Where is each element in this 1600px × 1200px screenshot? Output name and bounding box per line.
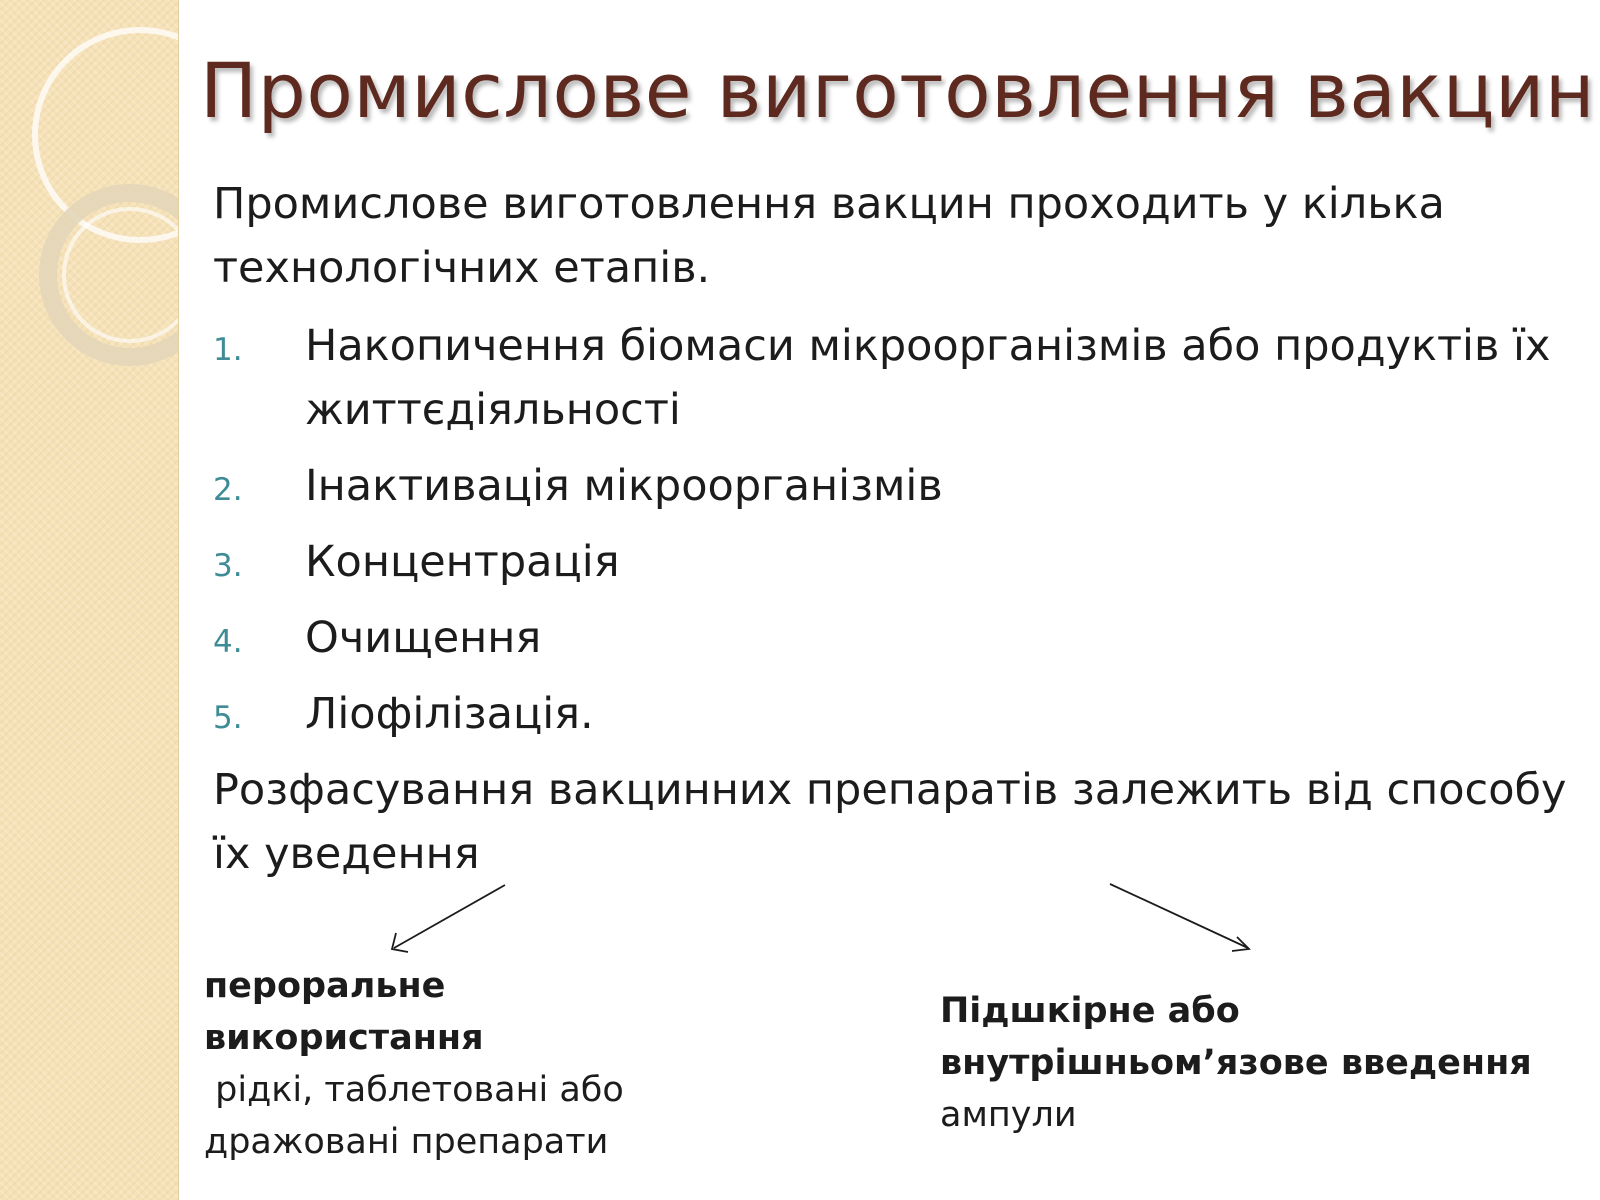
decorative-rings: [0, 0, 178, 400]
arrow-left-line: [394, 885, 505, 948]
oral-use-branch: [204, 960, 724, 1168]
step-number: 3.: [213, 548, 243, 584]
injection-heading-line1: Підшкірне або: [940, 991, 1240, 1031]
oral-use-desc-line2: дражовані препарати: [204, 1122, 609, 1162]
packaging-paragraph: Розфасування вакцинних препаратів залежить від способу їх уведення: [213, 765, 1567, 879]
injection-desc: ампули: [940, 1095, 1077, 1135]
steps-list: [213, 314, 1573, 746]
arrow-left-head: [392, 933, 408, 952]
oral-use-heading-line2: використання: [204, 1018, 484, 1058]
list-item: [213, 530, 1573, 594]
list-item: [213, 454, 1573, 518]
list-item: [213, 314, 1573, 442]
step-number: 2.: [213, 472, 243, 508]
slide-body: [213, 172, 1573, 886]
oral-use-desc-line1: рідкі, таблетовані або: [204, 1070, 624, 1110]
list-item: [213, 606, 1573, 670]
step-text: Очищення: [305, 613, 542, 663]
list-item: [213, 682, 1573, 746]
step-number: 4.: [213, 624, 243, 660]
step-number: 5.: [213, 700, 243, 736]
step-text: Ліофілізація.: [305, 689, 594, 739]
arrow-right-head: [1232, 937, 1249, 951]
oral-use-heading-line1: пероральне: [204, 966, 446, 1006]
step-number: 1.: [213, 332, 243, 368]
injection-branch: [940, 985, 1580, 1141]
ring-large: [35, 30, 178, 240]
ring-inner: [64, 209, 178, 341]
slide-title: Промислове виготовлення вакцин: [200, 46, 1596, 135]
step-text: Концентрація: [305, 537, 620, 587]
step-text: Накопичення біомаси мікроорганізмів або продуктів їх життєдіяльності: [305, 321, 1551, 435]
step-text: Інактивація мікроорганізмів: [305, 461, 943, 511]
arrow-right-line: [1110, 884, 1248, 948]
injection-heading-line2: внутрішньом’язове введення: [940, 1043, 1532, 1083]
intro-paragraph: Промислове виготовлення вакцин проходить у кілька технологічних етапів.: [213, 179, 1445, 293]
